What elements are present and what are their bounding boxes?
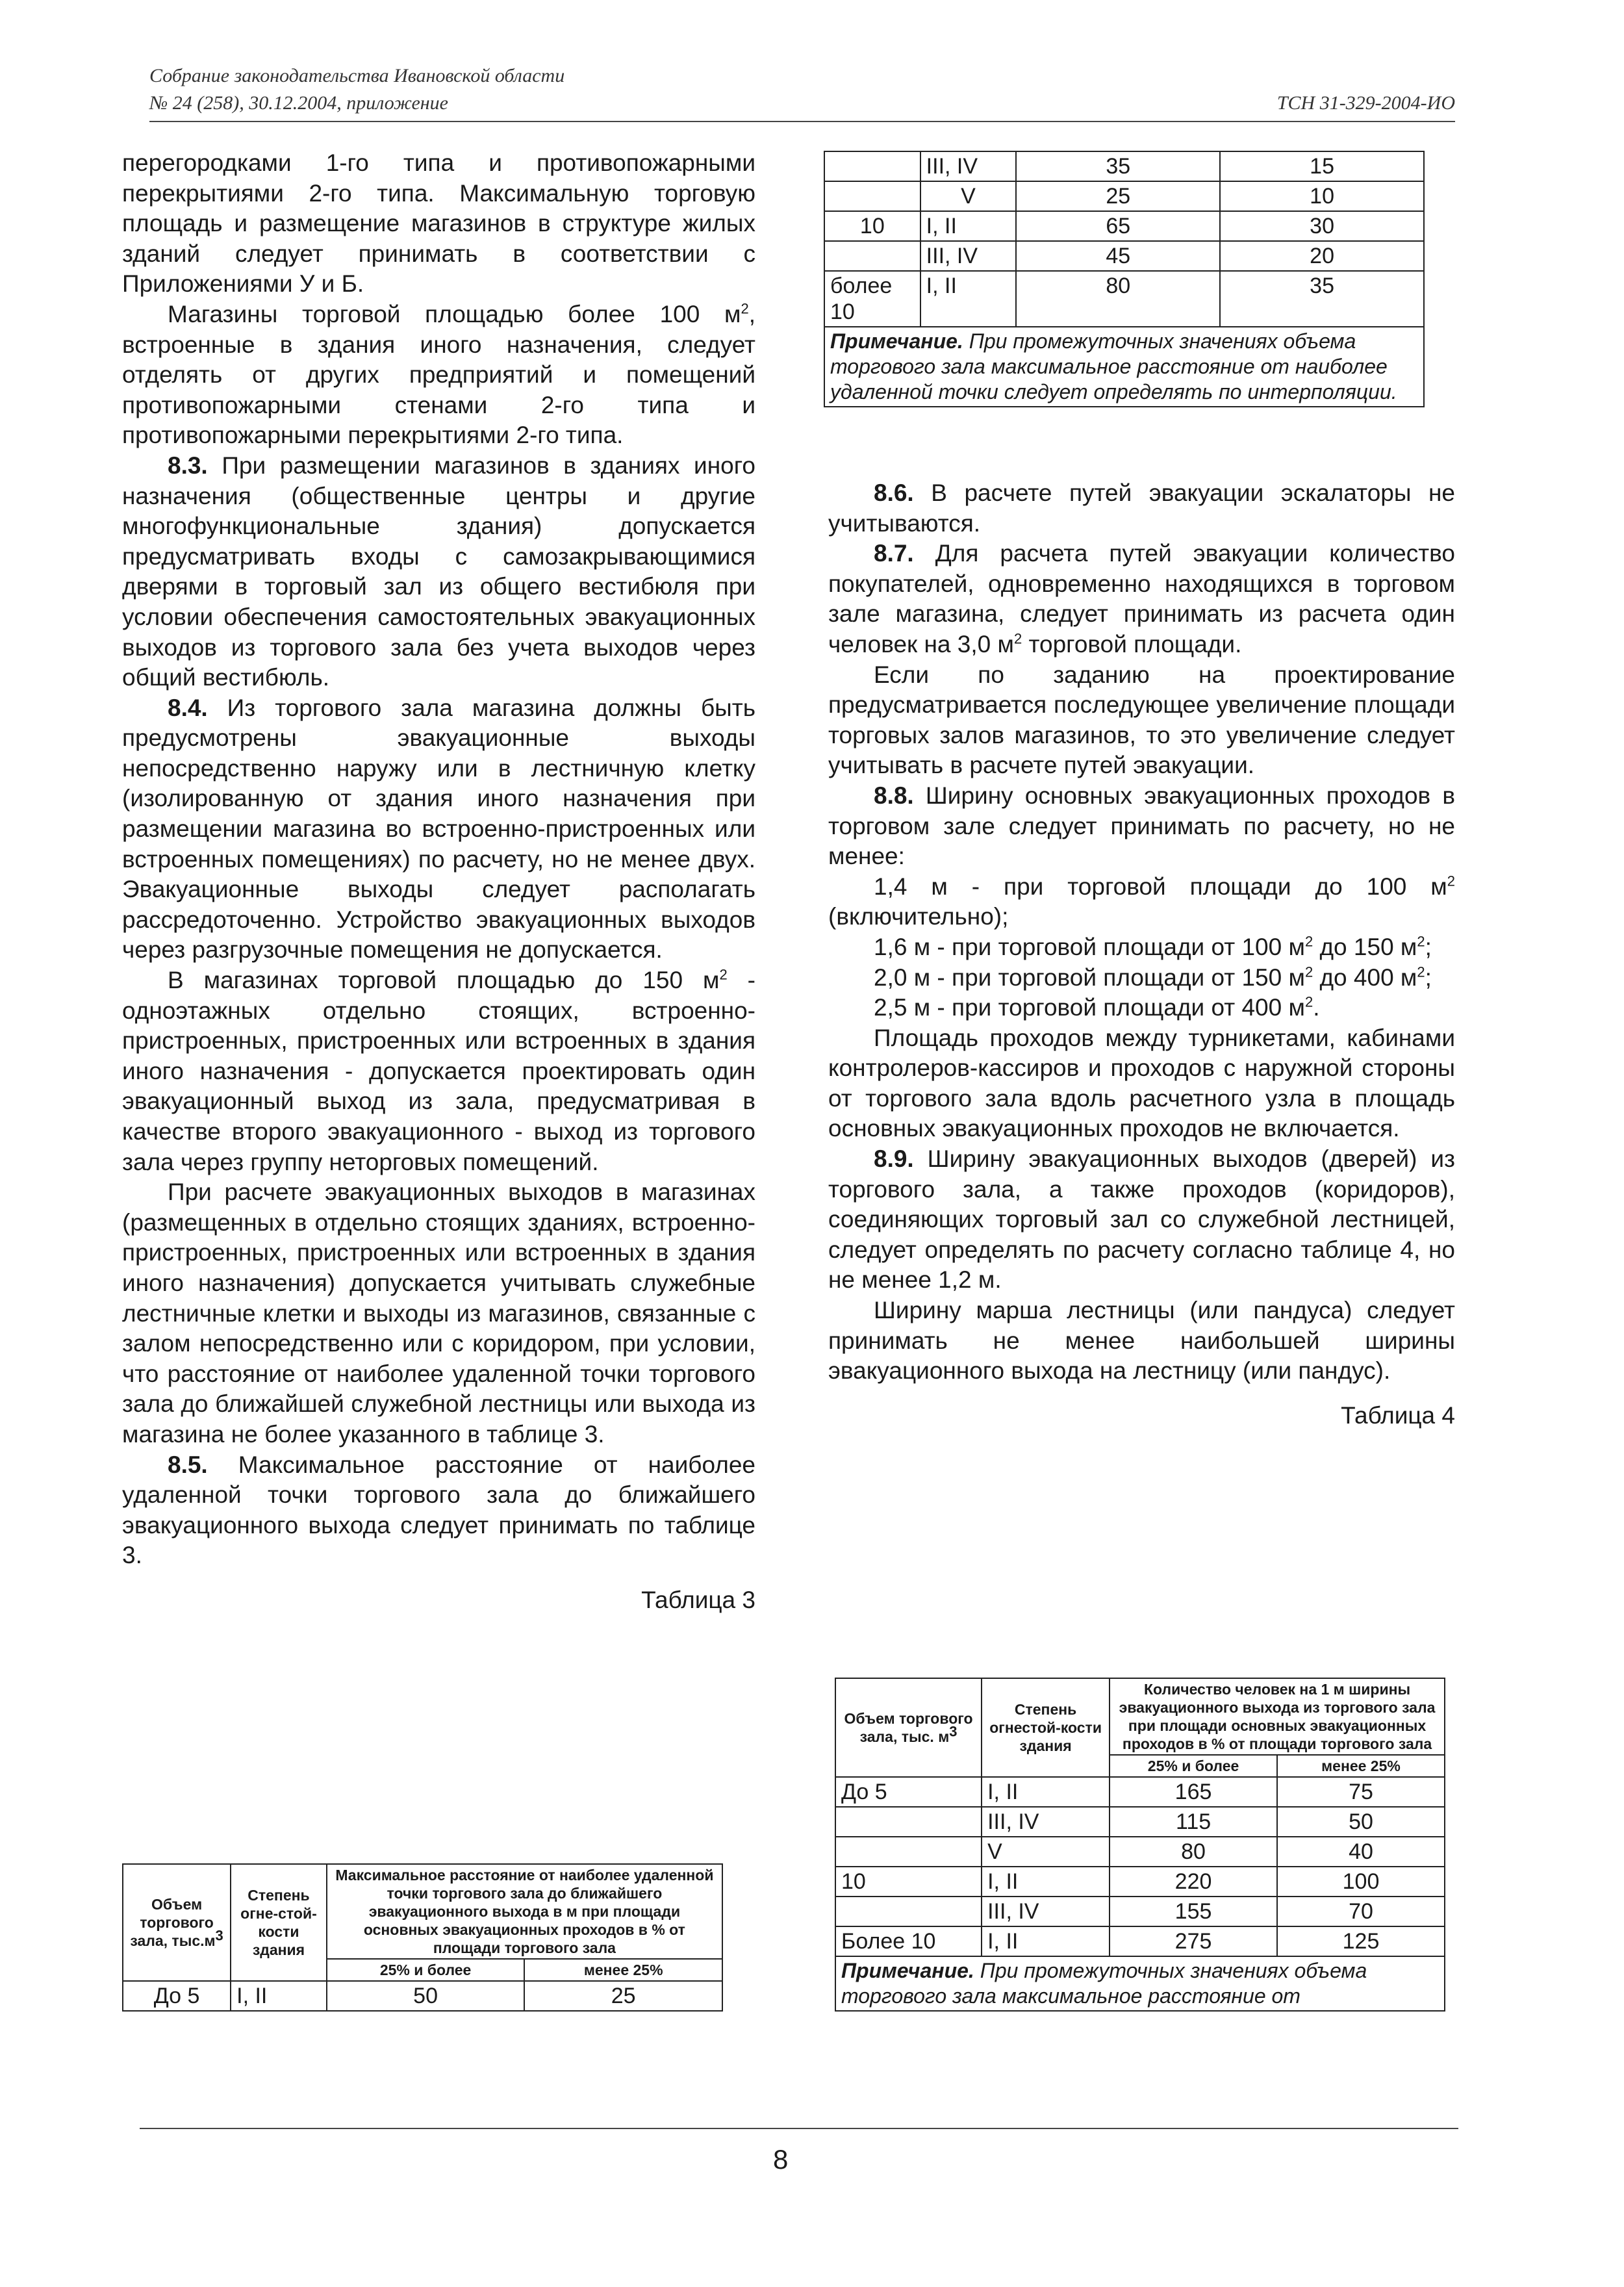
page-number: 8	[773, 2144, 789, 2175]
table-3-header-distance: Максимальное расстояние от наиболее удаленной точки торгового зала до ближайшего эвакуационного выхода в м при площади основных эвакуационных проходов в % от площади торгового зала	[327, 1864, 722, 1959]
table-3-note-row: Примечание. При промежуточных значениях объема торгового зала максимальное расстояние от наиболее удаленной точки следует определять по интерполяции.	[824, 327, 1424, 407]
table-row: III, IV 115 50	[835, 1807, 1445, 1837]
table-3-part-2	[824, 151, 1425, 407]
header-collection-title: Собрание законодательства Ивановской области	[149, 65, 565, 86]
header-issue: № 24 (258), 30.12.2004, приложение	[149, 92, 448, 114]
clause-8-6: 8.6. В расчете путей эвакуации эскалаторы не учитываются.	[828, 479, 1455, 537]
width-item: 1,4 м - при торговой площади до 100 $м^2$ (включительно);	[828, 873, 1455, 930]
width-item: 2,5 м - при торговой площади от 400 $м^2$.	[874, 993, 1320, 1021]
table-row: III, IV 155 70	[835, 1897, 1445, 1926]
clause-8-8: 8.8. Ширину основных эвакуационных проходов в торговом зале следует принимать по расчету, но не менее:	[828, 782, 1455, 870]
table-3-header-less25: менее 25%	[524, 1959, 722, 1981]
footer-divider	[140, 2128, 1458, 2129]
paragraph: перегородками 1-го типа и противопожарными перекрытиями 2-го типа. Максимальную торговую площадь и размещение магазинов в структуре жилых зданий следует принимать в соответствии с Приложениями У и Б.	[122, 149, 755, 298]
clause-8-4: 8.4. Из торгового зала магазина должны быть предусмотрены эвакуационные выходы непосредственно наружу или в лестничную клетку (изолированную от здания иного назначения при размещении магазина во встроенно-пристроенных или встроенных помещениях) по расчету, но не менее двух. Эвакуационные выходы следует располагать рассредоточенно. Устройство эвакуационных выходов через разгрузочные помещения не допускается.	[122, 694, 755, 964]
header-code: ТСН 31-329-2004-ИО	[1276, 92, 1455, 114]
width-item: 2,0 м - при торговой площади от 150 $м^2$ до 400 $м^2$;	[874, 964, 1432, 991]
table-row: Более 10 I, II 275 125	[835, 1926, 1445, 1956]
paragraph: Если по заданию на проектирование предусматривается последующее увеличение площади торговых залов магазинов, то это увеличение следует учитывать в расчете путей эвакуации.	[828, 661, 1455, 779]
width-item: 1,6 м - при торговой площади от 100 $м^2$ до 150 $м^2$;	[874, 933, 1432, 960]
left-column	[122, 148, 755, 1624]
right-column	[828, 478, 1455, 1438]
table-row: До 5 I, II 165 75	[835, 1777, 1445, 1807]
table-4	[835, 1678, 1445, 2012]
table-row: V 80 40	[835, 1837, 1445, 1867]
header-divider	[149, 121, 1455, 122]
clause-8-3: 8.3. При размещении магазинов в зданиях иного назначения (общественные центры и другие многофункциональные здания) допускается предусматривать входы с самозакрывающимися дверями в торговый зал из общего вестибюля при условии обеспечения самостоятельных эвакуационных выходов из торгового зала без учета выходов через общий вестибюль.	[122, 452, 755, 691]
paragraph: Площадь проходов между турникетами, кабинами контролеров-кассиров и проходов с наружной стороны от торгового зала вдоль расчетного узла в площадь основных эвакуационных проходов не включается.	[828, 1024, 1455, 1142]
paragraph: Ширину марша лестницы (или пандуса) следует принимать не менее наибольшей ширины эвакуационного выхода на лестницу (или пандус).	[828, 1297, 1455, 1385]
paragraph: Магазины торговой площадью более 100 $м^2$, встроенные в здания иного назначения, следует отделять от других предприятий и помещений противопожарными стенами 2-го типа и противопожарными перекрытиями 2-го типа.	[122, 300, 755, 449]
clause-8-5: 8.5. Максимальное расстояние от наиболее удаленной точки торгового зала до ближайшего эвакуационного выхода следует принимать по таблице 3.	[122, 1451, 755, 1569]
table-4-header-25: 25% и более	[1110, 1755, 1277, 1777]
table-row: III, IV 45 20	[824, 241, 1424, 271]
paragraph: При расчете эвакуационных выходов в магазинах (размещенных в отдельно стоящих зданиях, встроенно-пристроенных, пристроенных или встроенных в здания иного назначения) допускается учитывать служебные лестничные клетки и выходы из магазинов, связанные с залом непосредственно или с коридором, при условии, что расстояние от наиболее удаленной точки торгового зала до ближайшей служебной лестницы или выхода из магазина не более указанного в таблице 3.	[122, 1179, 755, 1448]
table-3-header-degree: Степень огне-стой-кости здания	[231, 1864, 327, 1981]
table-row: До 5 I, II 50 25	[123, 1981, 722, 2011]
table-row: 10 I, II 65 30	[824, 211, 1424, 241]
table-row: более 10 I, II 80 35	[824, 271, 1424, 327]
table-4-header-less25: менее 25%	[1277, 1755, 1445, 1777]
paragraph: В магазинах торговой площадью до 150 $м^2$ - одноэтажных отдельно стоящих, встроенно-пристроенных, пристроенных или встроенных в здания иного назначения - допускается проектировать один эвакуационный выход из зала, предусматривая в качестве второго эвакуационного - выход из торгового зала через группу неторговых помещений.	[122, 966, 755, 1175]
table-row: III, IV 35 15	[824, 151, 1424, 181]
clause-8-9: 8.9. Ширину эвакуационных выходов (дверей) из торгового зала, а также проходов (коридоров), соединяющих торговый зал со служебной лестницей, следует определять по расчету согласно таблице 4, но не менее 1,2 м.	[828, 1145, 1455, 1294]
clause-8-7: 8.7. Для расчета путей эвакуации количество покупателей, одновременно находящихся в торговом зале магазина, следует принимать из расчета один человек на 3,0 $м^2$ торговой площади.	[828, 540, 1455, 658]
table-4-caption: Таблица 4	[1341, 1401, 1455, 1429]
table-4-note-row: Примечание. При промежуточных значениях объема торгового зала максимальное расстояние от	[835, 1956, 1445, 2011]
table-3-caption: Таблица 3	[641, 1586, 755, 1613]
table-4-header-volume: Объем торгового зала, тыс. $м^3$	[835, 1678, 982, 1777]
table-3-header-volume: Объем торгового зала, $тыс.м^3$	[123, 1864, 231, 1981]
table-3-part-1	[122, 1863, 723, 2012]
table-4-header-people: Количество человек на 1 м ширины эвакуационного выхода из торгового зала при площади основных эвакуационных проходов в % от площади торгового зала	[1110, 1678, 1445, 1755]
table-row: V 25 10	[824, 181, 1424, 211]
table-3-header-25: 25% и более	[327, 1959, 525, 1981]
table-row: 10 I, II 220 100	[835, 1867, 1445, 1897]
table-4-header-degree: Степень огнестой-кости здания	[982, 1678, 1110, 1777]
